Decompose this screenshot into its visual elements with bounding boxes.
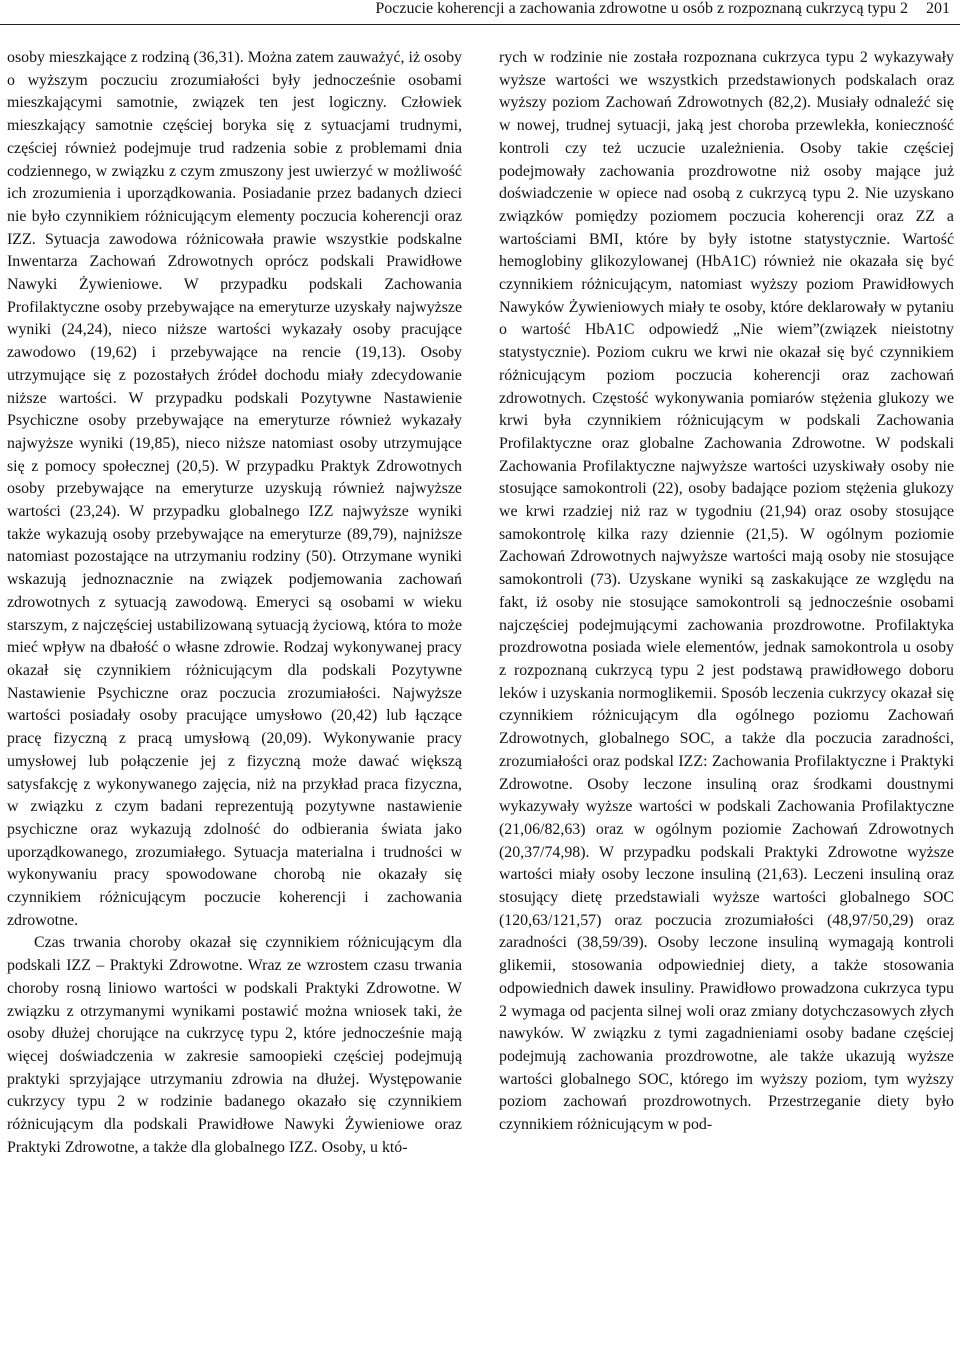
paragraph: osoby mieszkające z rodziną (36,31). Można zatem zauważyć, iż osoby o wyższym poczuciu zrozumiałości były jednocześnie osobami mieszkającymi samotnie, związek ten jest logiczny. Człowiek mieszkający samotnie częściej boryka się z sytuacjami trudnymi, częściej również podejmuje trud radzenia sobie z problemami dnia codziennego, w związku z czym zmuszony jest uwierzyć w możliwość ich zrozumienia i uporządkowania. Posiadanie przez badanych dzieci nie było czynnikiem różnicującym elementy poczucia koherencji oraz IZZ. Sytuacja zawodowa różnicowała prawie wszystkie podskalne Inwentarza Zachowań Zdrowotnych oprócz podskali Prawidłowe Nawyki Żywieniowe. W przypadku podskali Zachowania Profilaktyczne osoby przebywające na emeryturze uzyskały najwyższe wyniki (24,24), nieco niższe wartości wykazały osoby pracujące zawodowo (19,62) i przebywające na rencie (19,13). Osoby utrzymujące się z pozostałych źródeł dochodu miały zdecydowanie niższe wartości. W przypadku podskali Pozytywne Nastawienie Psychiczne osoby przebywające na emeryturze również wykazały najwyższe wyniki (19,85), nieco niższe natomiast osoby utrzymujące się z pomocy społecznej (20,5). W przypadku Praktyk Zdrowotnych osoby przebywające na emeryturze uzyskują również najwyższe wartości (23,24). W przypadku globalnego IZZ najwyższe wyniki także wykazują osoby przebywające na emeryturze (89,79), najniższe natomiast pozostające na utrzymaniu rodziny (50). Otrzymane wyniki wskazują jednoznacznie na związek podjemowania zachowań zdrowotnych z sytuacją zawodową. Emeryci są osobami w wieku starszym, z najczęściej ustabilizowaną sytuacją życiową, która to może mieć wpływ na dbałość o własne zdrowie. Rodzaj wykonywanej pracy okazał się czynnikiem różnicującym dla podskali Pozytywne Nastawienie Psychiczne oraz poczucia zrozumiałości. Najwyższe wartości posiadały osoby pracujące umysłowo (20,42) lub łączące pracę fizyczną z pracą umysłową (20,09). Wykonywanie pracy umysłowej lub połączenie jej z fizyczną może dawać większą satysfakcję z wykonywanego zajęcia, niż na przykład praca fizyczna, w związku z czym badani reprezentują pozytywne nastawienie psychiczne oraz wykazują zdolność do odbierania świata jako uporządkowanego, zrozumiałego. Sytuacja materialna i trudności w wykonywaniu pracy spowodowane chorobą nie okazały się czynnikiem różnicującym poczucie koherencji i zachowania zdrowotne.	[7, 49, 462, 929]
paragraph: rych w rodzinie nie została rozpoznana cukrzyca typu 2 wykazywały wyższe wartości we wszystkich przedstawionych podskalach oraz wyższy poziom Zachowań Zdrowotnych (82,2). Musiały odnaleźć się w nowej, trudnej sytuacji, jaką jest choroba przewlekła, konieczność kontroli czy też uczucie uzależnienia. Osoby takie częściej podejmowały zachowania prozdrowotne niż osoby mające już doświadczenie w opiece nad osobą z cukrzycą typu 2. Nie uzyskano związków pomiędzy poziomem poczucia koherencji oraz ZZ a wartościami BMI, które by były istotne statystycznie. Wartość hemoglobiny glikozylowanej (HbA1C) również nie okazała się być czynnikiem różnicującym, natomiast wyższy poziom Prawidłowych Nawyków Żywieniowych miały te osoby, które deklarowały w pytaniu o wartość HbA1C odpowiedź „Nie wiem”(związek nieistotny statystycznie). Poziom cukru we krwi nie okazał się być czynnikiem różnicującym poziom poczucia koherencji oraz zachowań zdrowotnych. Częstość wykonywania pomiarów stężenia glukozy we krwi była czynnikiem różnicującym w podskali Zachowania Profilaktyczne oraz globalne Zachowania Zdrowotne. W podskali Zachowania Profilaktyczne najwyższe wartości uzyskiwały osoby nie stosujące samokontroli (22), osoby badające poziom stężenia glukozy we krwi rzadziej niż raz w tygodniu (21,94) oraz osoby stosujące samokontrolę kilka razy dziennie (21,5). W ogólnym poziomie Zachowań Zdrowotnych najwyższe wartości mają osoby nie stosujące samokontroli (73). Uzyskane wyniki są zaskakujące ze względu na fakt, iż osoby nie stosujące samokontroli są jednocześnie osobami najczęściej podejmującymi zachowania prozdrowotne. Profilaktyka prozdrowotna posiada wiele elementów, jednak samokontrola u osoby z rozpoznaną cukrzycą typu 2 jest podstawą prawidłowego doboru leków i uzyskania normoglikemii. Sposób leczenia cukrzycy okazał się czynnikiem różnicującym dla ogólnego poziomu Zachowań Zdrowotnych, globalnego SOC, a także dla poczucia zaradności, zrozumiałości oraz podskal IZZ: Zachowania Profilaktyczne i Praktyki Zdrowotne. Osoby leczone insuliną oraz środkami doustnymi wykazywały wyższe wartości w podskali Zachowania Profilaktyczne (21,06/82,63) oraz w ogólnym poziomie Zachowań Zdrowotnych (20,37/74,98). W przypadku podskali Praktyki Zdrowotne wyższe wartości miały osoby leczone insuliną (21,63). Leczeni insuliną oraz stosujący dietę przedstawiali wyższe wartości globalnego SOC (120,63/121,57) oraz poczucia zrozumiałości (48,97/50,29) oraz zaradności (38,59/39). Osoby leczone insuliną wymagają kontroli glikemii, stosowania odpowiedniej diety, a także stosowania odpowiednich dawek insuliny. Prawidłowo prowadzona cukrzyca typu 2 wymaga od pacjenta silnej woli oraz zmiany dotychczasowych złych nawyków. W związku z tymi zagadnieniami osoby badane częściej podejmują zachowania prozdrowotne, ale także ukazują wyższe wartości globalnego SOC, którego im wyższy poziom, tym wyższy poziom zachowań prozdrowotnych. Przestrzeganie diety było czynnikiem różnicującym w pod-	[499, 49, 954, 1134]
running-title: Poczucie koherencji a zachowania zdrowotne u osób z rozpoznaną cukrzycą typu 2	[375, 0, 908, 17]
page-number: 201	[926, 0, 950, 17]
right-column	[499, 47, 954, 1357]
paragraph: Czas trwania choroby okazał się czynnikiem różnicującym dla podskali IZZ – Praktyki Zdrowotne. Wraz ze wzrostem czasu trwania choroby rosną liniowo wartości w podskali Praktyki Zdrowotne. W związku z otrzymanymi wynikami postawić można wniosek taki, że osoby dłużej chorujące na cukrzycę typu 2, które jednocześnie mają więcej doświadczenia w zakresie samoopieki częściej podejmują praktyki sprzyjające utrzymaniu zdrowia na dłużej. Występowanie cukrzycy typu 2 w rodzinie badanego okazało się czynnikiem różnicującym dla podskali Prawidłowe Nawyki Żywieniowe oraz Praktyki Zdrowotne, a także dla globalnego IZZ. Osoby, u któ-	[7, 934, 462, 1156]
left-column	[7, 47, 462, 1357]
running-header	[0, 0, 960, 25]
